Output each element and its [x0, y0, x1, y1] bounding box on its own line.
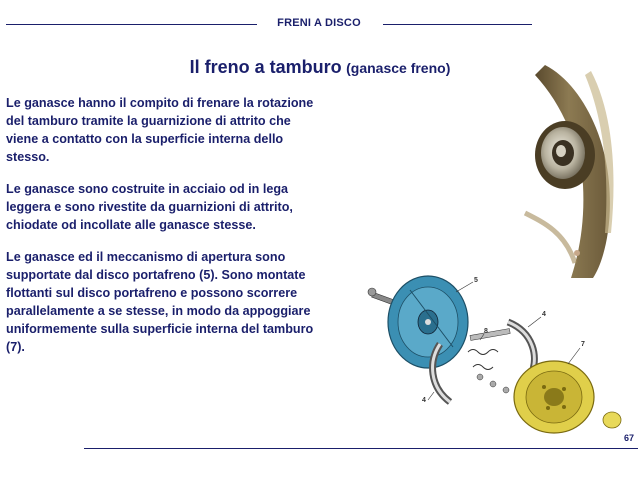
label-4-left: 4	[422, 397, 426, 404]
paragraph-2: Le ganasce sono costruite in acciaio od in lega leggera e sono rivestite da guarnizioni di attrito, chiodate od incollate alle ganasce stesse.	[6, 182, 293, 232]
label-4-right: 4	[542, 311, 546, 318]
label-8: 8	[484, 328, 488, 335]
adjuster-mechanism	[468, 329, 510, 393]
slide-title-sub: (ganasce freno)	[346, 60, 451, 76]
header-line-left	[6, 24, 257, 25]
hub-cap	[603, 412, 621, 428]
brake-shoe-photo	[505, 63, 617, 280]
header-line-right	[383, 24, 532, 25]
header-title: FRENI A DISCO	[277, 17, 361, 29]
backing-plate	[388, 276, 468, 368]
paragraph-1: Le ganasce hanno il compito di frenare la rotazione del tamburo tramite la guarnizione di attrito che viene a contatto con la superficie interna dello stesso.	[6, 96, 314, 164]
slide-title	[150, 57, 490, 78]
label-5: 5	[474, 277, 478, 284]
slide-title-main: Il freno a tamburo	[189, 57, 342, 77]
page-number: 67	[623, 433, 634, 443]
label-7: 7	[581, 341, 585, 348]
bolt	[368, 288, 394, 305]
footer-line	[84, 448, 638, 449]
drum-brake-diagram	[358, 262, 628, 437]
body-text	[6, 94, 324, 370]
drum	[514, 361, 594, 433]
paragraph-3: Le ganasce ed il meccanismo di apertura sono supportate dal disco portafreno (5). Sono montate flottanti sul disco portafreno e possono scorrere parallelamente a se stesse, in modo da appoggiare uniformemente sulla superficie interna del tamburo (7).	[6, 250, 314, 354]
